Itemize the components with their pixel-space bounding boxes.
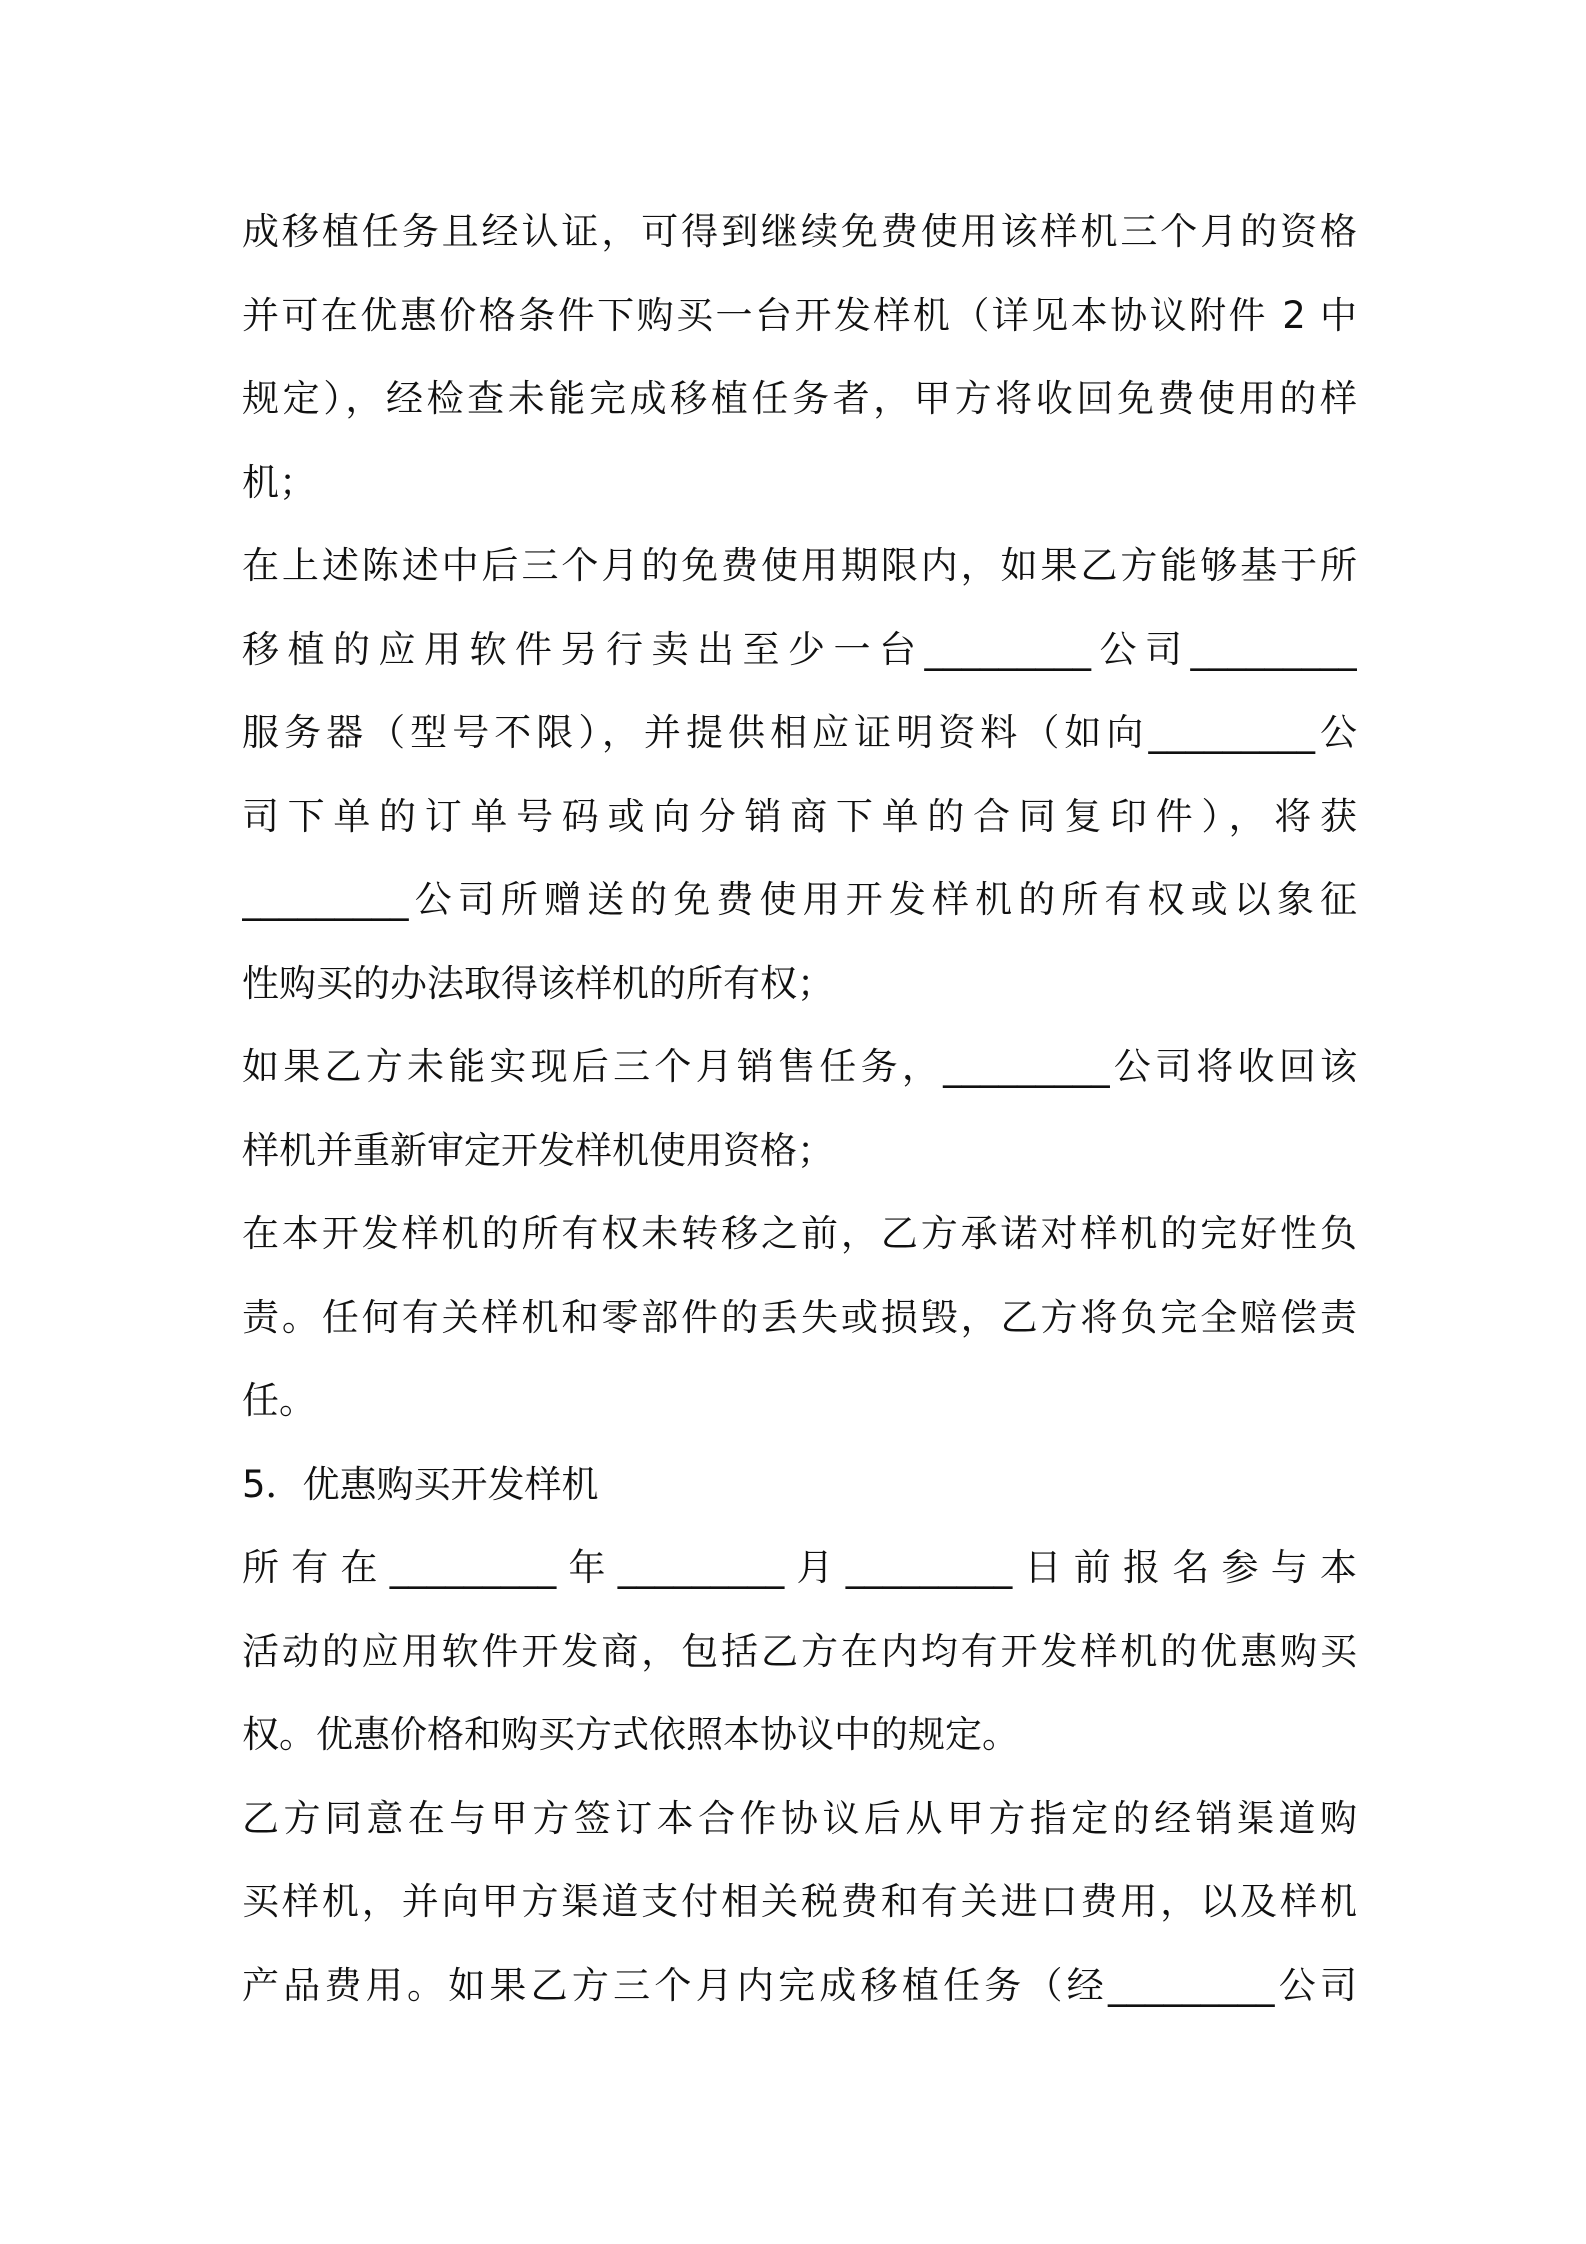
text-line: 在上述陈述中后三个月的免费使用期限内，如果乙方能够基于所 (242, 544, 1357, 587)
section-heading: 5．优惠购买开发样机 (242, 1462, 599, 1506)
text-line: 性购买的办法取得该样机的所有权； (242, 961, 834, 1005)
text-line: 产品费用。如果乙方三个月内完成移植任务（经_________公司 (242, 1963, 1357, 2007)
text-line: 司下单的订单号码或向分销商下单的合同复印件），将获 (242, 794, 1357, 838)
text-line: 规定），经检查未能完成移植任务者，甲方将收回免费使用的样 (242, 377, 1357, 420)
document-body (242, 190, 1357, 2027)
text-line: 活动的应用软件开发商，包括乙方在内均有开发样机的优惠购买 (242, 1629, 1357, 1673)
text-line: 乙方同意在与甲方签订本合作协议后从甲方指定的经销渠道购 (242, 1796, 1357, 1840)
text-line: 机； (242, 460, 316, 504)
text-line: 并可在优惠价格条件下购买一台开发样机（详见本协议附件 2 中 (242, 293, 1357, 337)
text-line: 成移植任务且经认证，可得到继续免费使用该样机三个月的资格 (242, 210, 1357, 253)
text-line: 买样机，并向甲方渠道支付相关税费和有关进口费用，以及样机 (242, 1880, 1357, 1923)
text-line: 权。优惠价格和购买方式依照本协议中的规定。 (242, 1713, 1019, 1756)
text-line: _________公司所赠送的免费使用开发样机的所有权或以象征 (242, 878, 1357, 921)
text-line: 任。 (242, 1379, 316, 1422)
text-line: 如果乙方未能实现后三个月销售任务，_________公司将收回该 (242, 1045, 1357, 1088)
text-line: 在本开发样机的所有权未转移之前，乙方承诺对样机的完好性负 (242, 1212, 1357, 1255)
text-line: 样机并重新审定开发样机使用资格； (242, 1128, 834, 1172)
text-line: 服务器（型号不限），并提供相应证明资料（如向_________公 (242, 711, 1357, 754)
text-line: 移植的应用软件另行卖出至少一台_________公司_________ (242, 627, 1357, 671)
text-line: 责。任何有关样机和零部件的丢失或损毁，乙方将负完全赔偿责 (242, 1295, 1357, 1339)
text-line: 所有在_________年_________月_________日前报名参与本 (242, 1546, 1357, 1589)
